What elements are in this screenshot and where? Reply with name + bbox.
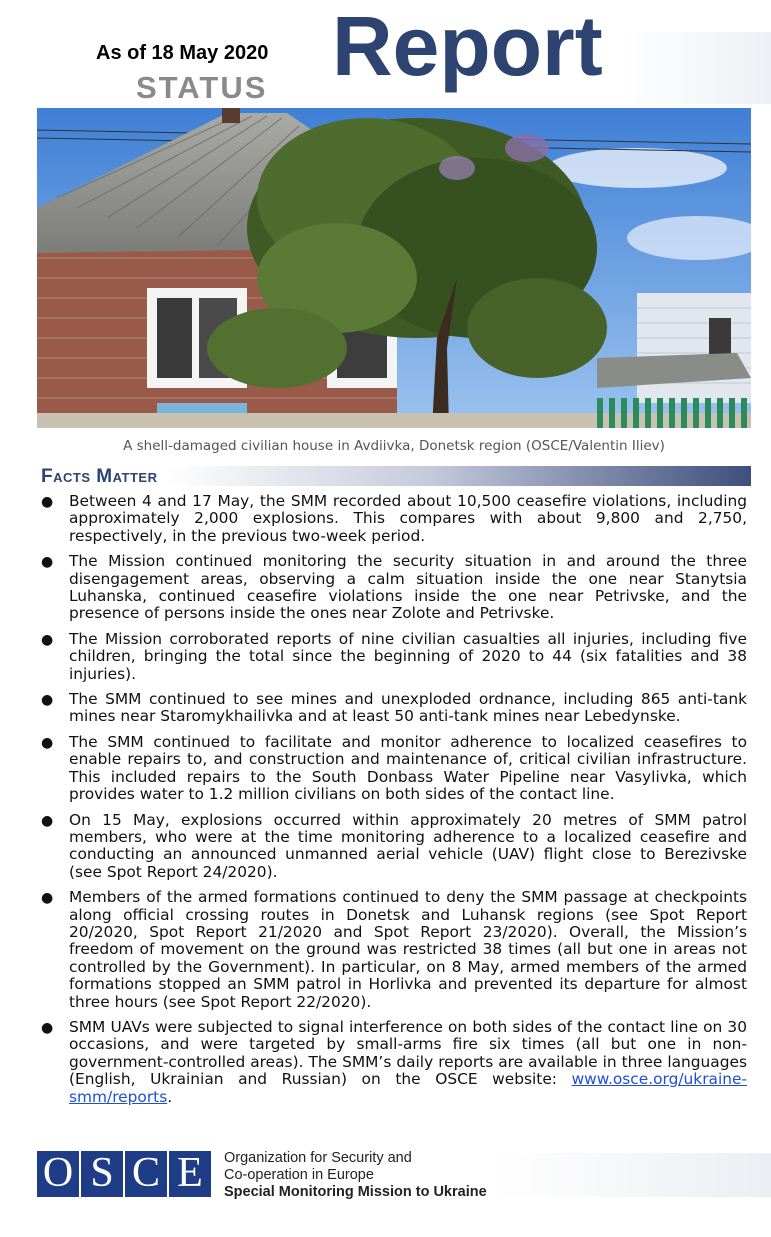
organization-name bbox=[224, 1150, 487, 1201]
bullet-icon: ● bbox=[41, 494, 54, 510]
list-item-text: The SMM continued to see mines and unexploded ordnance, including 865 anti-tank mines near Staromykhailivka and at least 50 anti-tank mines near Lebedynske. bbox=[69, 690, 747, 726]
bullet-icon: ● bbox=[41, 631, 54, 648]
status-label: STATUS bbox=[136, 70, 268, 105]
osce-logo bbox=[37, 1151, 211, 1197]
bullet-icon: ● bbox=[41, 890, 54, 907]
org-line-2: Co-operation in Europe bbox=[224, 1167, 374, 1183]
logo-letter: E bbox=[169, 1151, 211, 1197]
house-photo bbox=[37, 108, 751, 428]
bullet-icon: ● bbox=[41, 554, 54, 571]
bullet-icon: ● bbox=[41, 812, 54, 829]
osce-website-link[interactable]: www.osce.org/ukraine-smm/reports bbox=[69, 1070, 747, 1106]
facts-list bbox=[37, 493, 747, 1114]
list-item-text: Members of the armed formations continued to deny the SMM passage at checkpoints along official crossing routes in Donetsk and Luhansk regions (see Spot Report 20/2020, Spot Report 21/2020 and Spot Report 23/2020). Overall, the Mission’s freedom of movement on the ground was restricted 38 times (all but one in areas not controlled by the Government). In particular, on 8 May, armed members of the armed formations stopped an SMM patrol in Horlivka and prevented its departure for almost three hours (see Spot Report 22/2020). bbox=[69, 888, 747, 1011]
list-item-text: Between 4 and 17 May, the SMM recorded about 10,500 ceasefire violations, including approximately 2,000 explosions. This compares with about 9,800 and 2,750, respectively, in the previous two-week period. bbox=[69, 492, 747, 545]
logo-letter: S bbox=[81, 1151, 123, 1197]
bullet-icon: ● bbox=[41, 734, 54, 751]
photo-caption: A shell-damaged civilian house in Avdiivka, Donetsk region (OSCE/Valentin Iliev) bbox=[123, 438, 665, 454]
bullet-icon: ● bbox=[41, 1019, 54, 1036]
org-line-1: Organization for Security and bbox=[224, 1150, 412, 1166]
list-item bbox=[37, 812, 747, 882]
logo-letter: C bbox=[125, 1151, 167, 1197]
list-item-end: . bbox=[167, 1087, 173, 1106]
list-item-text: The Mission continued monitoring the security situation in and around the three disengagement areas, observing a calm situation inside the one near Stanytsia Luhanska, continued ceasefire violations inside the one near Petrivske, and the presence of persons inside the ones near Zolote and Petrivske. bbox=[69, 552, 747, 623]
report-title: Report bbox=[332, 0, 603, 93]
list-item bbox=[37, 889, 747, 1011]
list-item bbox=[37, 493, 747, 545]
header-fade bbox=[620, 32, 771, 104]
mission-name: Special Monitoring Mission to Ukraine bbox=[224, 1184, 487, 1200]
facts-matter-heading: Facts Matter bbox=[41, 466, 158, 487]
list-item-text: The Mission corroborated reports of nine civilian casualties all injuries, including five children, bringing the total since the beginning of 2020 to 44 (six fatalities and 38 injuries). bbox=[69, 629, 747, 683]
report-date: As of 18 May 2020 bbox=[96, 42, 269, 64]
logo-letter: O bbox=[37, 1151, 79, 1197]
list-item-text: On 15 May, explosions occurred within approximately 20 metres of SMM patrol members, who were at the time monitoring adherence to a localized ceasefire and conducting an announced unmanned aerial vehicle (UAV) flight close to Berezivske (see Spot Report 24/2020). bbox=[69, 810, 747, 881]
list-item bbox=[37, 553, 747, 623]
list-item bbox=[37, 734, 747, 804]
bullet-icon: ● bbox=[41, 692, 54, 709]
list-item-text: The SMM continued to facilitate and monitor adherence to localized ceasefires to enable repairs to, and construction and maintenance of, critical civilian infrastructure. This included repairs to the South Donbass Water Pipeline near Vasylivka, which provides water to 1.2 million civilians on both sides of the contact line. bbox=[69, 732, 747, 804]
list-item-text: SMM UAVs were subjected to signal interference on both sides of the contact line on 30 occasions, and were targeted by small-arms fire six times (all but one in non-government-controlled areas). The SMM’s daily reports are available in three languages (English, Ukrainian and Russian) on the OSCE website: bbox=[69, 1017, 747, 1089]
list-item bbox=[37, 631, 747, 683]
list-item bbox=[37, 691, 747, 726]
list-item bbox=[37, 1019, 747, 1106]
